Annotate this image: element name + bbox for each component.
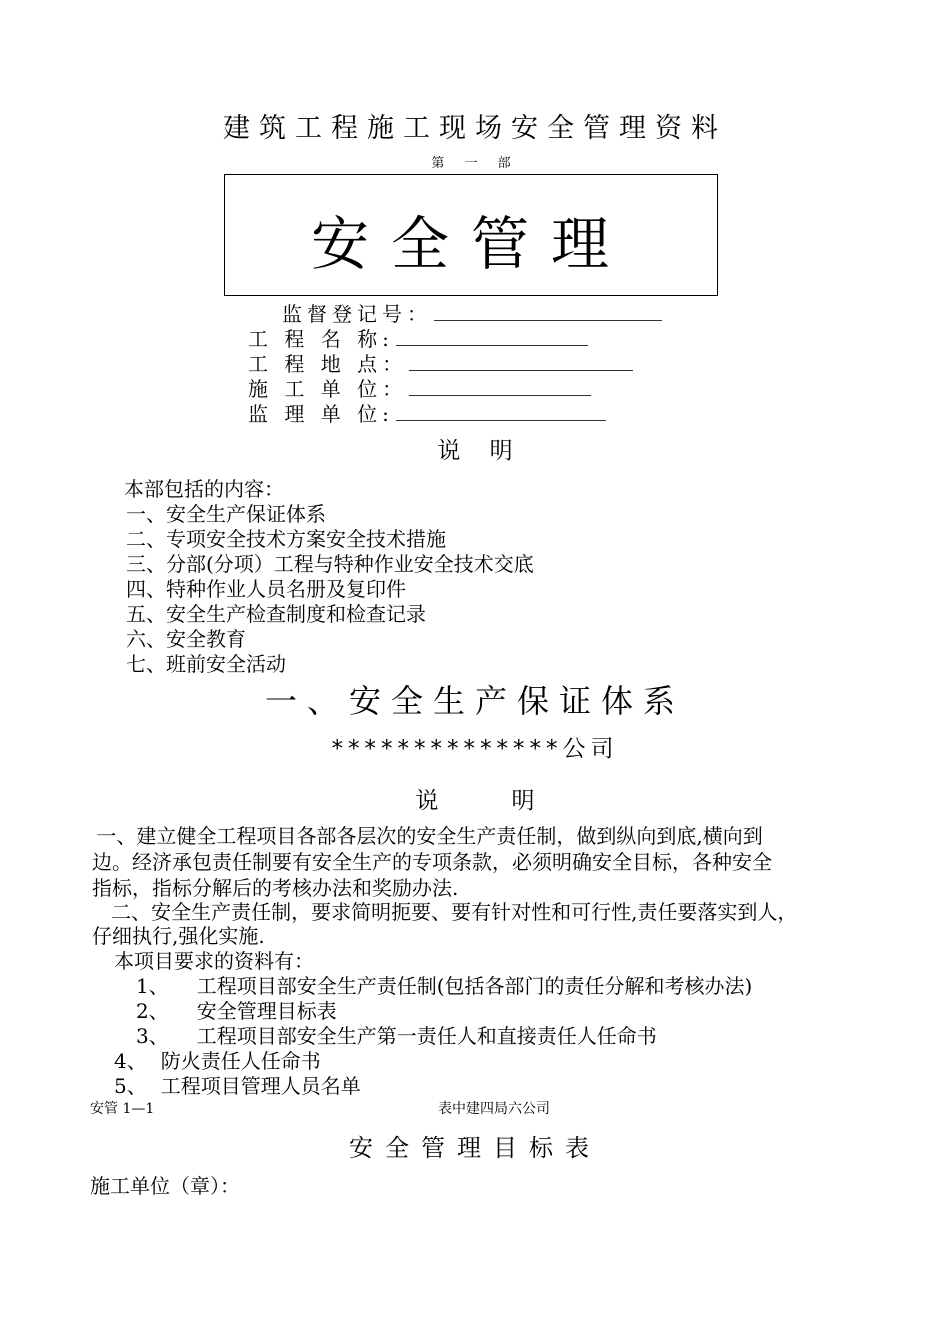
requirement-number: 3、	[136, 1024, 169, 1048]
requirement-item	[114, 1070, 361, 1099]
blank-line	[409, 360, 633, 371]
contents-item: 四、特种作业人员名册及复印件	[126, 577, 406, 601]
paragraph-line: 指标，指标分解后的考核办法和奖励办法.	[92, 876, 459, 900]
contents-item: 一、安全生产保证体系	[126, 502, 326, 526]
contents-item: 五、安全生产检查制度和检查记录	[126, 602, 426, 626]
blank-line	[434, 310, 662, 321]
form-code: 安管 1—1	[90, 1101, 155, 1117]
paragraph-line: 边。经济承包责任制要有安全生产的专项条款，必须明确安全目标，各种安全	[92, 850, 772, 874]
section-title: 一、安全生产保证体系	[264, 682, 685, 720]
requirement-number: 2、	[136, 999, 169, 1023]
field-supervision-unit	[248, 398, 606, 427]
document-title: 建筑工程施工现场安全管理资料	[223, 113, 727, 144]
blank-line	[396, 410, 606, 421]
requirements-intro: 本项目要求的资料有：	[114, 949, 314, 973]
requirement-text: 工程项目管理人员名单	[160, 1074, 361, 1098]
field-label: 监 理 单 位:	[248, 402, 394, 426]
requirement-number: 1、	[136, 974, 169, 998]
paragraph-line: 一、建立健全工程项目各部各层次的安全生产责任制，做到纵向到底,横向到	[90, 824, 763, 848]
field-label: 工 程 名 称:	[248, 327, 394, 351]
field-label: 监督登记号：	[282, 302, 432, 326]
part-label: 第 一 部	[431, 156, 519, 171]
requirement-number: 5、	[114, 1074, 147, 1098]
paragraph-line: 二、安全生产责任制，要求简明扼要、要有针对性和可行性,责任要落实到人，	[92, 900, 798, 924]
paragraph-line: 仔细执行,强化实施.	[92, 924, 265, 948]
field-label: 施 工 单 位：	[248, 377, 408, 401]
contents-item: 七、班前安全活动	[126, 652, 286, 676]
explanation-heading: 说 明	[437, 438, 513, 464]
requirement-text: 工程项目部安全生产责任制(包括各部门的责任分解和考核办法)	[196, 974, 753, 998]
form-issuer: 表中建四局六公司	[438, 1101, 550, 1117]
part-name: 安全管理	[310, 210, 631, 278]
blank-line	[396, 335, 588, 346]
contents-item: 六、安全教育	[126, 627, 246, 651]
explanation-heading-2: 说 明	[415, 788, 535, 814]
contents-intro: 本部包括的内容：	[124, 477, 284, 501]
requirement-text: 工程项目部安全生产第一责任人和直接责任人任命书	[196, 1024, 657, 1048]
contents-item: 三、分部(分项）工程与特种作业安全技术交底	[126, 552, 534, 576]
requirement-text: 安全管理目标表	[196, 999, 337, 1023]
requirement-text: 防火责任人任命书	[160, 1049, 321, 1073]
construction-unit-seal-label: 施工单位（章）：	[90, 1174, 240, 1198]
requirement-number: 4、	[114, 1049, 147, 1073]
part-name-box	[224, 174, 718, 296]
field-label: 工 程 地 点：	[248, 352, 408, 376]
company-name: **************公司	[331, 736, 619, 762]
blank-line	[409, 385, 591, 396]
table-title: 安全管理目标表	[349, 1134, 601, 1162]
contents-item: 二、专项安全技术方案安全技术措施	[126, 527, 446, 551]
